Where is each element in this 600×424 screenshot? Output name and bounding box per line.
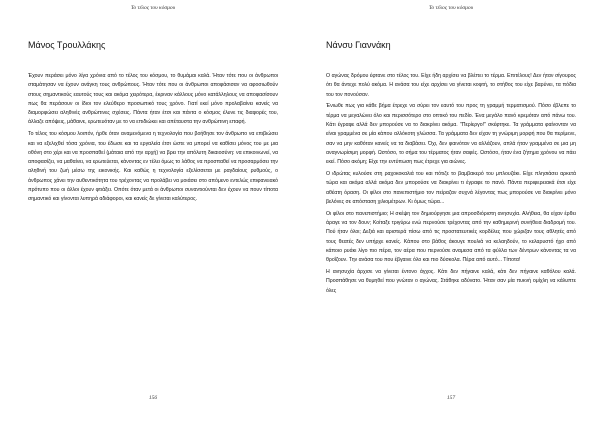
author-name: Μάνος Τρουλλάκης: [28, 40, 106, 50]
left-page: [28, 0, 278, 424]
paragraph: Ο αγώνας δρόμου έφτανε στο τέλος του. Είχε ήδη αρχίσει να βλέπει το τέρμα. Επιτέλους! Δεν ήταν σίγουρος ότι θα άντεχε πολύ ακόμα. Η ανάσα του είχε αρχίσει να γίνεται κοφτή, το στήθος του είχε βαρύνει, τα πόδια του τον πονούσαν.: [326, 73, 576, 98]
paragraph: Ένιωθε πως για κάθε βήμα έτρεχε να σύρει τον εαυτό του προς τη γραμμή τερματισμού. Πόσο έβλεπε το τέρμα να μεγαλώνει όλο και περισσότερο στο οπτικό του πεδίο. Ένα μεγάλο πανό κρεμόταν από πάνω του. Κάτι έγραφε αλλά δεν μπορούσε να το διακρίνει ακόμα. "Περίεργο!" σκέφτηκε. Τα γράμματα φαίνονταν να είναι γραμμένα σε μία κάπου αλλόκοτη γλώσσα. Τα γράμματα δεν είχαν τη γνώριμη μορφή που θα περίμενε, σαν να μην καθόταν κανείς να τα διαβάσει. Όχι, δεν φαινόταν να αλλάζουν, απλά ήταν γραμμένα σε μια μη αναγνωρίσιμη μορφή. Ωστόσο, το σήμα του τέρματος ήταν σαφές. Ωστόσο, ήταν ένα ζήτημα χρόνου να πάει εκεί. Πόσο ακόμη; Είχε την εντύπωση πως έτρεχε για αιώνες.: [326, 103, 576, 166]
author-name: Νάνσυ Γιαννάκη: [326, 40, 391, 50]
paragraph: Η ανησυχία άρχισε να γίνεται έντονο άγχος. Κάτι δεν πήγαινε καλά, κάτι δεν πήγαινε καθόλου καλά. Προσπάθησε να θυμηθεί που γνώταν ο αγώνας. Στάθηκε αδύνατο. Ήταν σαν μία πυκνή ομίχλη να κάλυπτε όλες: [326, 268, 576, 294]
paragraph: Οι φίλοι στο πανεπιστήμιο; Η σκέψη τον δημιούργησε μια απροσδιόριστη ανησυχία. Αλήθεια, θα είχαν έρθει άραγε να τον δουν; Κοίταξε τριγύρω ενώ περνούσε τρέχοντας από την καθημερινή συνήθεια διαδρομή του. Πού ήταν όλοι; Δεξιά και αριστερά πίσω από τις προστατευτικές κορδέλες που χώριζαν τους αθλητές από τους θεατές δεν υπήρχε κανείς. Κάπου στο βάθος άκουγε πουλιά να κελαηδούν, το κελαρυστό ήχο από κάποιο ρυάκι λίγο πιο πέρα, τον αέρα που περνούσε αναμεσα από τα φύλλα των δέντρων κάνοντας τα να θροΐζουν. Την ανάσα του που έβγαινε όλο και πιο δύσκολα. Πέρα από αυτό... Τίποτα!: [326, 210, 576, 264]
page-number: 157: [446, 395, 456, 401]
paragraph: Ο ιδρώτας κυλούσε στη ραχοκοκαλιά του και πότιζε το βαμβακερό του μπλουζάκι. Είχε πλησιάσει αρκετά τώρα και ακόμα αλλά ακόμα δεν μπορούσε να διακρίνει τι έγραφε το πανό. Πάντα περιφερειακά έτσι είχε αθέατη όραση. Οι φίλοι στο πανεπιστήμιο τον πείραζαν συχνά λέγοντας πως μπορούσε να διακρίνει μόνο βελόνες σε απόσταση χιλιομέτρων. Κι όμως τώρα...: [326, 170, 576, 205]
page-number: 156: [148, 395, 158, 401]
paragraph: Το τέλος του κόσμου λοιπόν, ήρθε όταν αναμενόμενα η τεχνολογία που βοήθησε τον άνθρωπο να επιβιώσει και να εξελιχθεί τόσα χρόνια, του έδωσε και τα εργαλεία έτσι ώστε να μπορεί να καθίσει μόνος του με μια οθόνη στο χέρι και να προσπαθεί (μάταια από την αρχή) να βρει την απόλυτη δικαιοσύνη: να επικοινωνεί, να αποφασίζει, να μαθαίνει, να ερωτεύεται, κάνοντας εν τέλει όμως το λάθος να προσπαθεί να προσαρμόσει την αληθινή του ζωή μέσω της εικονικής. Και καθώς η τεχνολογία εξελίσσεται με ραγδαίους ρυθμούς, ο άνθρωπος χάνει την αυθεντικότητα του τρέχοντας να προλάβει να μοιάσει στο απόμενο εντελώς επιφανειακό πρότυπο που οι άλλοι έχουν φτιάξει. Οπότε όταν μετά οι άνθρωποι συναντιούνται δεν έχουν να πουν τίποτα σημαντικό και γίνονται λυπηρά αδιάφοροι, και κανείς δε γίνεται καλύτερος.: [28, 131, 278, 203]
running-header: Το τέλος του κόσμου: [130, 5, 176, 11]
right-page: [326, 0, 576, 424]
paragraph: Έχουν περάσει μόνο λίγα χρόνια από το τέλος του κόσμου, το θυμάμαι καλά. Ήταν τότε που οι άνθρωποι σταμάτησαν να έχουν ανάγκη τους ανθρώπους. Ήταν τότε που οι άνθρωποι αποφάσισαν να αφοσιωθούν στους σημαντικούς εαυτούς τους και ακόμα χειρότερα, έκριναν κάλλους μόνο κατάλληλους να αποφασίσουν πως θα περάσουν οι ίδιοι τον ελεύθερο προσωπικό τους χρόνο. Γιατί εκεί μόνο προλαβαίνει κανείς να διαμορφώσει αληθινές ανθρώπινες σχέσεις. Πάντα ήταν έτσι και πάντα ο κόσμος έλυνε τις διαφορές του, άλλαζε απόψεις, μάθαινε, ερωτευόταν με το να επιδιώκει και απέταυστα την ανθρώπινη επαφή.: [28, 73, 278, 126]
story-text: [28, 72, 278, 207]
story-text: [326, 72, 576, 298]
running-header: Το τέλος του κόσμου: [428, 5, 474, 11]
